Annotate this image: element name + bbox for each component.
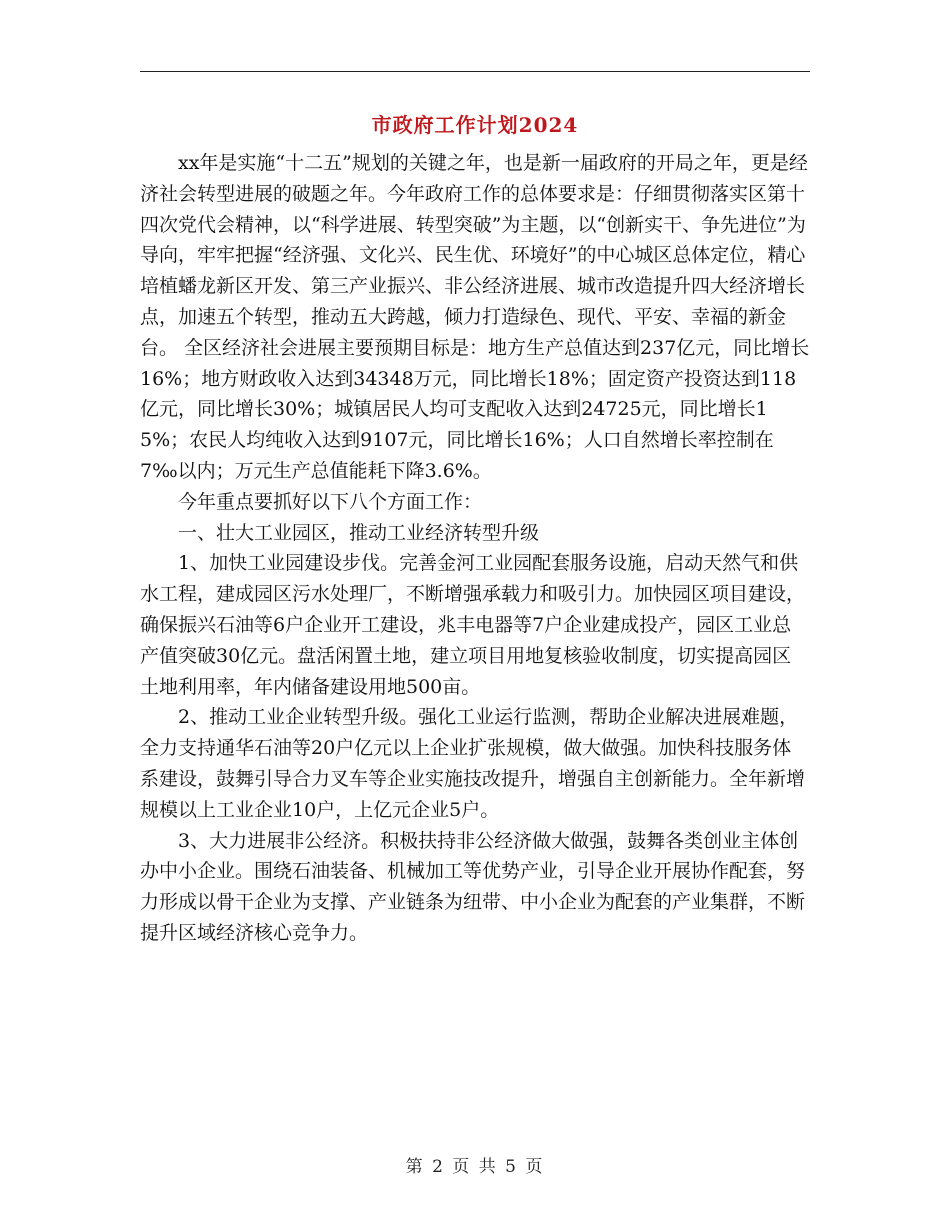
document-title: 市政府工作计划2024 [371, 113, 579, 137]
section-heading-1: 一、壮大工业园区，推动工业经济转型升级 [178, 521, 540, 544]
paragraph-intro: xx年是实施“十二五”规划的关键之年，也是新一届政府的开局之年，更是经济社会转型进展的破题之年。今年政府工作的总体要求是：仔细贯彻落实区第十四次党代会精神，以“科学进展、转型突破”为主题，以“创新实干、争先进位”为导向，牢牢把握“经济强、文化兴、民生优、环境好”的中心城区总体定位，精心培植蟠龙新区开发、第三产业振兴、非公经济进展、城市改造提升四大经济增长点，加速五个转型，推动五大跨越，倾力打造绿色、现代、平安、幸福的新金台。 全区经济社会进展主要预期目标是：地方生产总值达到237亿元，同比增长16%；地方财政收入达到34348万元，同比增长18%；固定资产投资达到118亿元，同比增长30%；城镇居民人均可支配收入达到24725元，同比增长15%；农民人均纯收入达到9107元，同比增长16%；人口自然增长率控制在7‰以内；万元生产总值能耗下降3.6%。 [140, 152, 810, 482]
header-rule [140, 71, 810, 72]
paragraph-item-2: 2、推动工业企业转型升级。强化工业运行监测，帮助企业解决进展难题，全力支持通华石油等20户亿元以上企业扩张规模，做大做强。加快科技服务体 系建设，鼓舞引导合力叉车等企业实施技改提升，增强自主创新能力。全年新增规模以上工业企业10户，上亿元企业5户。 [140, 706, 806, 821]
paragraph-focus: 今年重点要抓好以下八个方面工作： [178, 490, 483, 513]
paragraph-item-3: 3、大力进展非公经济。积极扶持非公经济做大做强，鼓舞各类创业主体创办中小企业。围绕石油装备、机械加工等优势产业，引导企业开展协作配套，努力形成以骨干企业为支撑、产业链条为纽带、中小企业为配套的产业集群，不断提升区域经济核心竞争力。 [140, 829, 806, 944]
page-footer: 第 2 页 共 5 页 [405, 1157, 545, 1177]
document-body [140, 148, 810, 949]
paragraph-item-1: 1、加快工业园建设步伐。完善金河工业园配套服务设施，启动天然气和供水工程，建成园区污水处理厂，不断增强承载力和吸引力。加快园区项目建设，确保振兴石油等6户企业开工建设，兆丰电器等7户企业建成投产，园区工业总产值突破30亿元。盘活闲置土地，建立项目用地复核验收制度，切实提高园区土地利用率，年内储备建设用地500亩。 [140, 552, 806, 698]
